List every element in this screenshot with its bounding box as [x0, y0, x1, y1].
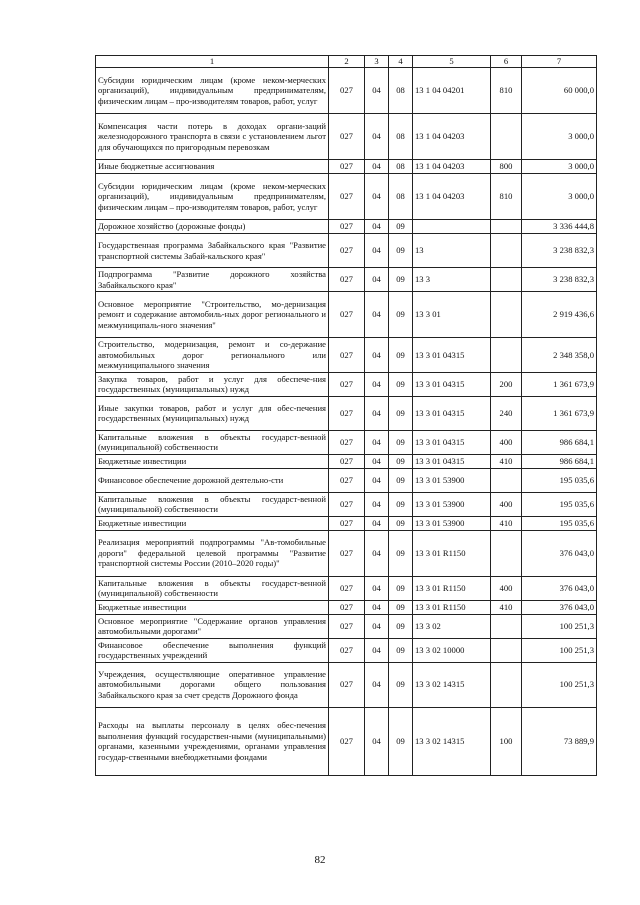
row-section: 04 — [365, 220, 389, 234]
row-expense-type: 410 — [491, 454, 522, 468]
table-row — [96, 114, 597, 160]
table-row — [96, 396, 597, 430]
row-amount: 986 684,1 — [522, 430, 597, 454]
table-row — [96, 516, 597, 530]
row-name: Финансовое обеспечение выполнения функций государственных учреждений — [96, 638, 329, 662]
row-expense-type — [491, 530, 522, 576]
row-name: Основное мероприятие "Содержание органов управления автомобильными дорогами" — [96, 614, 329, 638]
row-section: 04 — [365, 454, 389, 468]
row-expense-type: 100 — [491, 707, 522, 775]
row-target-article: 13 3 01 R1150 — [413, 530, 491, 576]
row-target-article: 13 1 04 04201 — [413, 68, 491, 114]
row-section: 04 — [365, 662, 389, 707]
row-grbs: 027 — [329, 338, 365, 373]
row-subsection: 09 — [389, 638, 413, 662]
row-grbs: 027 — [329, 614, 365, 638]
row-name: Капитальные вложения в объекты государст-венной (муниципальной) собственности — [96, 576, 329, 600]
row-name: Закупка товаров, работ и услуг для обеспече-ния государственных (муниципальных) нужд — [96, 372, 329, 396]
row-grbs: 027 — [329, 174, 365, 220]
row-name: Иные бюджетные ассигнования — [96, 160, 329, 174]
row-target-article: 13 3 01 04315 — [413, 372, 491, 396]
table-header-row — [96, 56, 597, 68]
table-row — [96, 292, 597, 338]
table-row — [96, 430, 597, 454]
row-expense-type — [491, 220, 522, 234]
row-subsection: 09 — [389, 268, 413, 292]
row-subsection: 09 — [389, 707, 413, 775]
row-section: 04 — [365, 160, 389, 174]
row-subsection: 09 — [389, 492, 413, 516]
row-target-article: 13 — [413, 234, 491, 268]
row-amount: 3 000,0 — [522, 174, 597, 220]
row-amount: 60 000,0 — [522, 68, 597, 114]
row-expense-type: 410 — [491, 600, 522, 614]
row-amount: 3 336 444,8 — [522, 220, 597, 234]
row-grbs: 027 — [329, 396, 365, 430]
row-target-article: 13 1 04 04203 — [413, 174, 491, 220]
row-section: 04 — [365, 600, 389, 614]
row-grbs: 027 — [329, 68, 365, 114]
row-amount: 100 251,3 — [522, 638, 597, 662]
row-name: Расходы на выплаты персоналу в целях обес-печения выполнения функций государствен-ными (муниципальными) органами, казенными учреждениями, органами управления государ-ственными внебюджетными фондами — [96, 707, 329, 775]
table-row — [96, 220, 597, 234]
row-name: Субсидии юридическим лицам (кроме неком-мерческих организаций), индивидуальным предпринимателям, физическим лицам – про-изводителям товаров, работ, услуг — [96, 68, 329, 114]
row-amount: 3 000,0 — [522, 160, 597, 174]
row-section: 04 — [365, 430, 389, 454]
row-grbs: 027 — [329, 530, 365, 576]
table-row — [96, 530, 597, 576]
row-expense-type — [491, 638, 522, 662]
row-section: 04 — [365, 530, 389, 576]
row-subsection: 09 — [389, 662, 413, 707]
row-grbs: 027 — [329, 662, 365, 707]
table-row — [96, 600, 597, 614]
row-expense-type — [491, 292, 522, 338]
row-grbs: 027 — [329, 372, 365, 396]
row-grbs: 027 — [329, 468, 365, 492]
row-subsection: 09 — [389, 600, 413, 614]
row-name: Иные закупки товаров, работ и услуг для обес-печения государственных (муниципальных) нужд — [96, 396, 329, 430]
column-header-name: 1 — [96, 56, 329, 68]
row-amount: 2 919 436,6 — [522, 292, 597, 338]
row-name: Дорожное хозяйство (дорожные фонды) — [96, 220, 329, 234]
row-expense-type: 410 — [491, 516, 522, 530]
row-name: Основное мероприятие "Строительство, мо-дернизация ремонт и содержание автомобиль-ных дорог регионального и межмуниципаль-ного значения" — [96, 292, 329, 338]
table-row — [96, 707, 597, 775]
row-expense-type — [491, 268, 522, 292]
row-grbs: 027 — [329, 268, 365, 292]
row-name: Бюджетные инвестиции — [96, 516, 329, 530]
page-number: 82 — [314, 854, 326, 866]
row-expense-type — [491, 614, 522, 638]
row-amount: 195 035,6 — [522, 516, 597, 530]
row-amount: 3 000,0 — [522, 114, 597, 160]
row-amount: 376 043,0 — [522, 600, 597, 614]
table-body — [96, 68, 597, 776]
row-target-article: 13 1 04 04203 — [413, 160, 491, 174]
row-target-article: 13 3 01 04315 — [413, 338, 491, 373]
row-subsection: 09 — [389, 430, 413, 454]
row-subsection: 09 — [389, 614, 413, 638]
row-name: Капитальные вложения в объекты государст-венной (муниципальной) собственности — [96, 430, 329, 454]
row-expense-type: 400 — [491, 430, 522, 454]
row-expense-type: 400 — [491, 492, 522, 516]
table-row — [96, 68, 597, 114]
row-grbs: 027 — [329, 576, 365, 600]
row-grbs: 027 — [329, 707, 365, 775]
row-target-article: 13 3 02 10000 — [413, 638, 491, 662]
row-subsection: 08 — [389, 68, 413, 114]
row-name: Бюджетные инвестиции — [96, 454, 329, 468]
table-row — [96, 468, 597, 492]
row-name: Финансовое обеспечение дорожной деятельно-сти — [96, 468, 329, 492]
row-subsection: 09 — [389, 292, 413, 338]
row-amount: 3 238 832,3 — [522, 234, 597, 268]
row-section: 04 — [365, 614, 389, 638]
row-amount: 1 361 673,9 — [522, 372, 597, 396]
table-row — [96, 492, 597, 516]
table-row — [96, 268, 597, 292]
row-subsection: 08 — [389, 114, 413, 160]
row-section: 04 — [365, 638, 389, 662]
row-subsection: 09 — [389, 576, 413, 600]
row-target-article: 13 3 01 R1150 — [413, 600, 491, 614]
table-row — [96, 338, 597, 373]
table-row — [96, 662, 597, 707]
column-header-expense-type: 6 — [491, 56, 522, 68]
table-row — [96, 174, 597, 220]
table-row — [96, 454, 597, 468]
table-row — [96, 576, 597, 600]
column-header-subsection: 4 — [389, 56, 413, 68]
row-target-article: 13 3 02 14315 — [413, 662, 491, 707]
row-target-article: 13 3 01 53900 — [413, 492, 491, 516]
table-row — [96, 160, 597, 174]
row-expense-type — [491, 662, 522, 707]
row-name: Компенсация части потерь в доходах органи-заций железнодорожного транспорта в связи с установлением льгот для обучающихся по пригородным перевозкам — [96, 114, 329, 160]
row-name: Учреждения, осуществляющие оперативное управление автомобильными дорогами общего пользования Забайкальского края за счет средств Дорожного фонда — [96, 662, 329, 707]
row-section: 04 — [365, 492, 389, 516]
row-section: 04 — [365, 114, 389, 160]
row-grbs: 027 — [329, 638, 365, 662]
row-target-article: 13 3 01 04315 — [413, 454, 491, 468]
row-subsection: 08 — [389, 160, 413, 174]
row-section: 04 — [365, 268, 389, 292]
row-subsection: 09 — [389, 372, 413, 396]
row-subsection: 09 — [389, 220, 413, 234]
row-expense-type — [491, 468, 522, 492]
row-grbs: 027 — [329, 234, 365, 268]
row-name: Реализация мероприятий подпрограммы "Ав-томобильные дороги" федеральной целевой программы "Развитие транспортной системы России (2010–2020 годы)" — [96, 530, 329, 576]
row-grbs: 027 — [329, 292, 365, 338]
row-expense-type — [491, 234, 522, 268]
row-amount: 2 348 358,0 — [522, 338, 597, 373]
row-subsection: 09 — [389, 468, 413, 492]
row-grbs: 027 — [329, 160, 365, 174]
row-subsection: 09 — [389, 234, 413, 268]
row-expense-type: 200 — [491, 372, 522, 396]
row-amount: 100 251,3 — [522, 614, 597, 638]
row-expense-type: 800 — [491, 160, 522, 174]
row-subsection: 09 — [389, 454, 413, 468]
row-grbs: 027 — [329, 600, 365, 614]
row-amount: 376 043,0 — [522, 576, 597, 600]
row-target-article: 13 3 01 R1150 — [413, 576, 491, 600]
row-expense-type — [491, 114, 522, 160]
row-target-article: 13 1 04 04203 — [413, 114, 491, 160]
row-amount: 986 684,1 — [522, 454, 597, 468]
row-subsection: 09 — [389, 396, 413, 430]
column-header-grbs: 2 — [329, 56, 365, 68]
row-target-article: 13 3 01 — [413, 292, 491, 338]
row-target-article: 13 3 01 04315 — [413, 430, 491, 454]
row-subsection: 09 — [389, 530, 413, 576]
row-name: Государственная программа Забайкальского края "Развитие транспортной системы Забай-кальского края" — [96, 234, 329, 268]
table-row — [96, 234, 597, 268]
row-amount: 195 035,6 — [522, 492, 597, 516]
row-section: 04 — [365, 292, 389, 338]
row-target-article: 13 3 01 04315 — [413, 396, 491, 430]
row-section: 04 — [365, 234, 389, 268]
row-expense-type: 240 — [491, 396, 522, 430]
row-name: Бюджетные инвестиции — [96, 600, 329, 614]
row-target-article: 13 3 02 14315 — [413, 707, 491, 775]
row-target-article — [413, 220, 491, 234]
row-section: 04 — [365, 68, 389, 114]
row-name: Капитальные вложения в объекты государст-венной (муниципальной) собственности — [96, 492, 329, 516]
table-row — [96, 372, 597, 396]
row-name: Строительство, модернизация, ремонт и со-держание автомобильных дорог регионального или межмуниципального значения — [96, 338, 329, 373]
row-grbs: 027 — [329, 454, 365, 468]
row-section: 04 — [365, 396, 389, 430]
row-section: 04 — [365, 576, 389, 600]
column-header-target-article: 5 — [413, 56, 491, 68]
row-section: 04 — [365, 468, 389, 492]
row-target-article: 13 3 02 — [413, 614, 491, 638]
row-amount: 3 238 832,3 — [522, 268, 597, 292]
row-target-article: 13 3 01 53900 — [413, 468, 491, 492]
row-target-article: 13 3 — [413, 268, 491, 292]
row-grbs: 027 — [329, 492, 365, 516]
table-row — [96, 614, 597, 638]
row-expense-type: 400 — [491, 576, 522, 600]
column-header-amount: 7 — [522, 56, 597, 68]
row-amount: 195 035,6 — [522, 468, 597, 492]
row-grbs: 027 — [329, 516, 365, 530]
row-amount: 1 361 673,9 — [522, 396, 597, 430]
table-row — [96, 638, 597, 662]
row-expense-type: 810 — [491, 68, 522, 114]
row-expense-type — [491, 338, 522, 373]
row-section: 04 — [365, 372, 389, 396]
row-amount: 376 043,0 — [522, 530, 597, 576]
row-subsection: 08 — [389, 174, 413, 220]
row-subsection: 09 — [389, 516, 413, 530]
row-expense-type: 810 — [491, 174, 522, 220]
row-grbs: 027 — [329, 430, 365, 454]
column-header-section: 3 — [365, 56, 389, 68]
row-name: Подпрограмма "Развитие дорожного хозяйства Забайкальского края" — [96, 268, 329, 292]
row-target-article: 13 3 01 53900 — [413, 516, 491, 530]
row-grbs: 027 — [329, 114, 365, 160]
budget-table — [95, 55, 597, 776]
row-subsection: 09 — [389, 338, 413, 373]
row-grbs: 027 — [329, 220, 365, 234]
row-name: Субсидии юридическим лицам (кроме неком-мерческих организаций), индивидуальным предпринимателям, физическим лицам – про-изводителям товаров, работ, услуг — [96, 174, 329, 220]
row-section: 04 — [365, 707, 389, 775]
row-amount: 100 251,3 — [522, 662, 597, 707]
row-section: 04 — [365, 516, 389, 530]
row-section: 04 — [365, 338, 389, 373]
row-section: 04 — [365, 174, 389, 220]
row-amount: 73 889,9 — [522, 707, 597, 775]
